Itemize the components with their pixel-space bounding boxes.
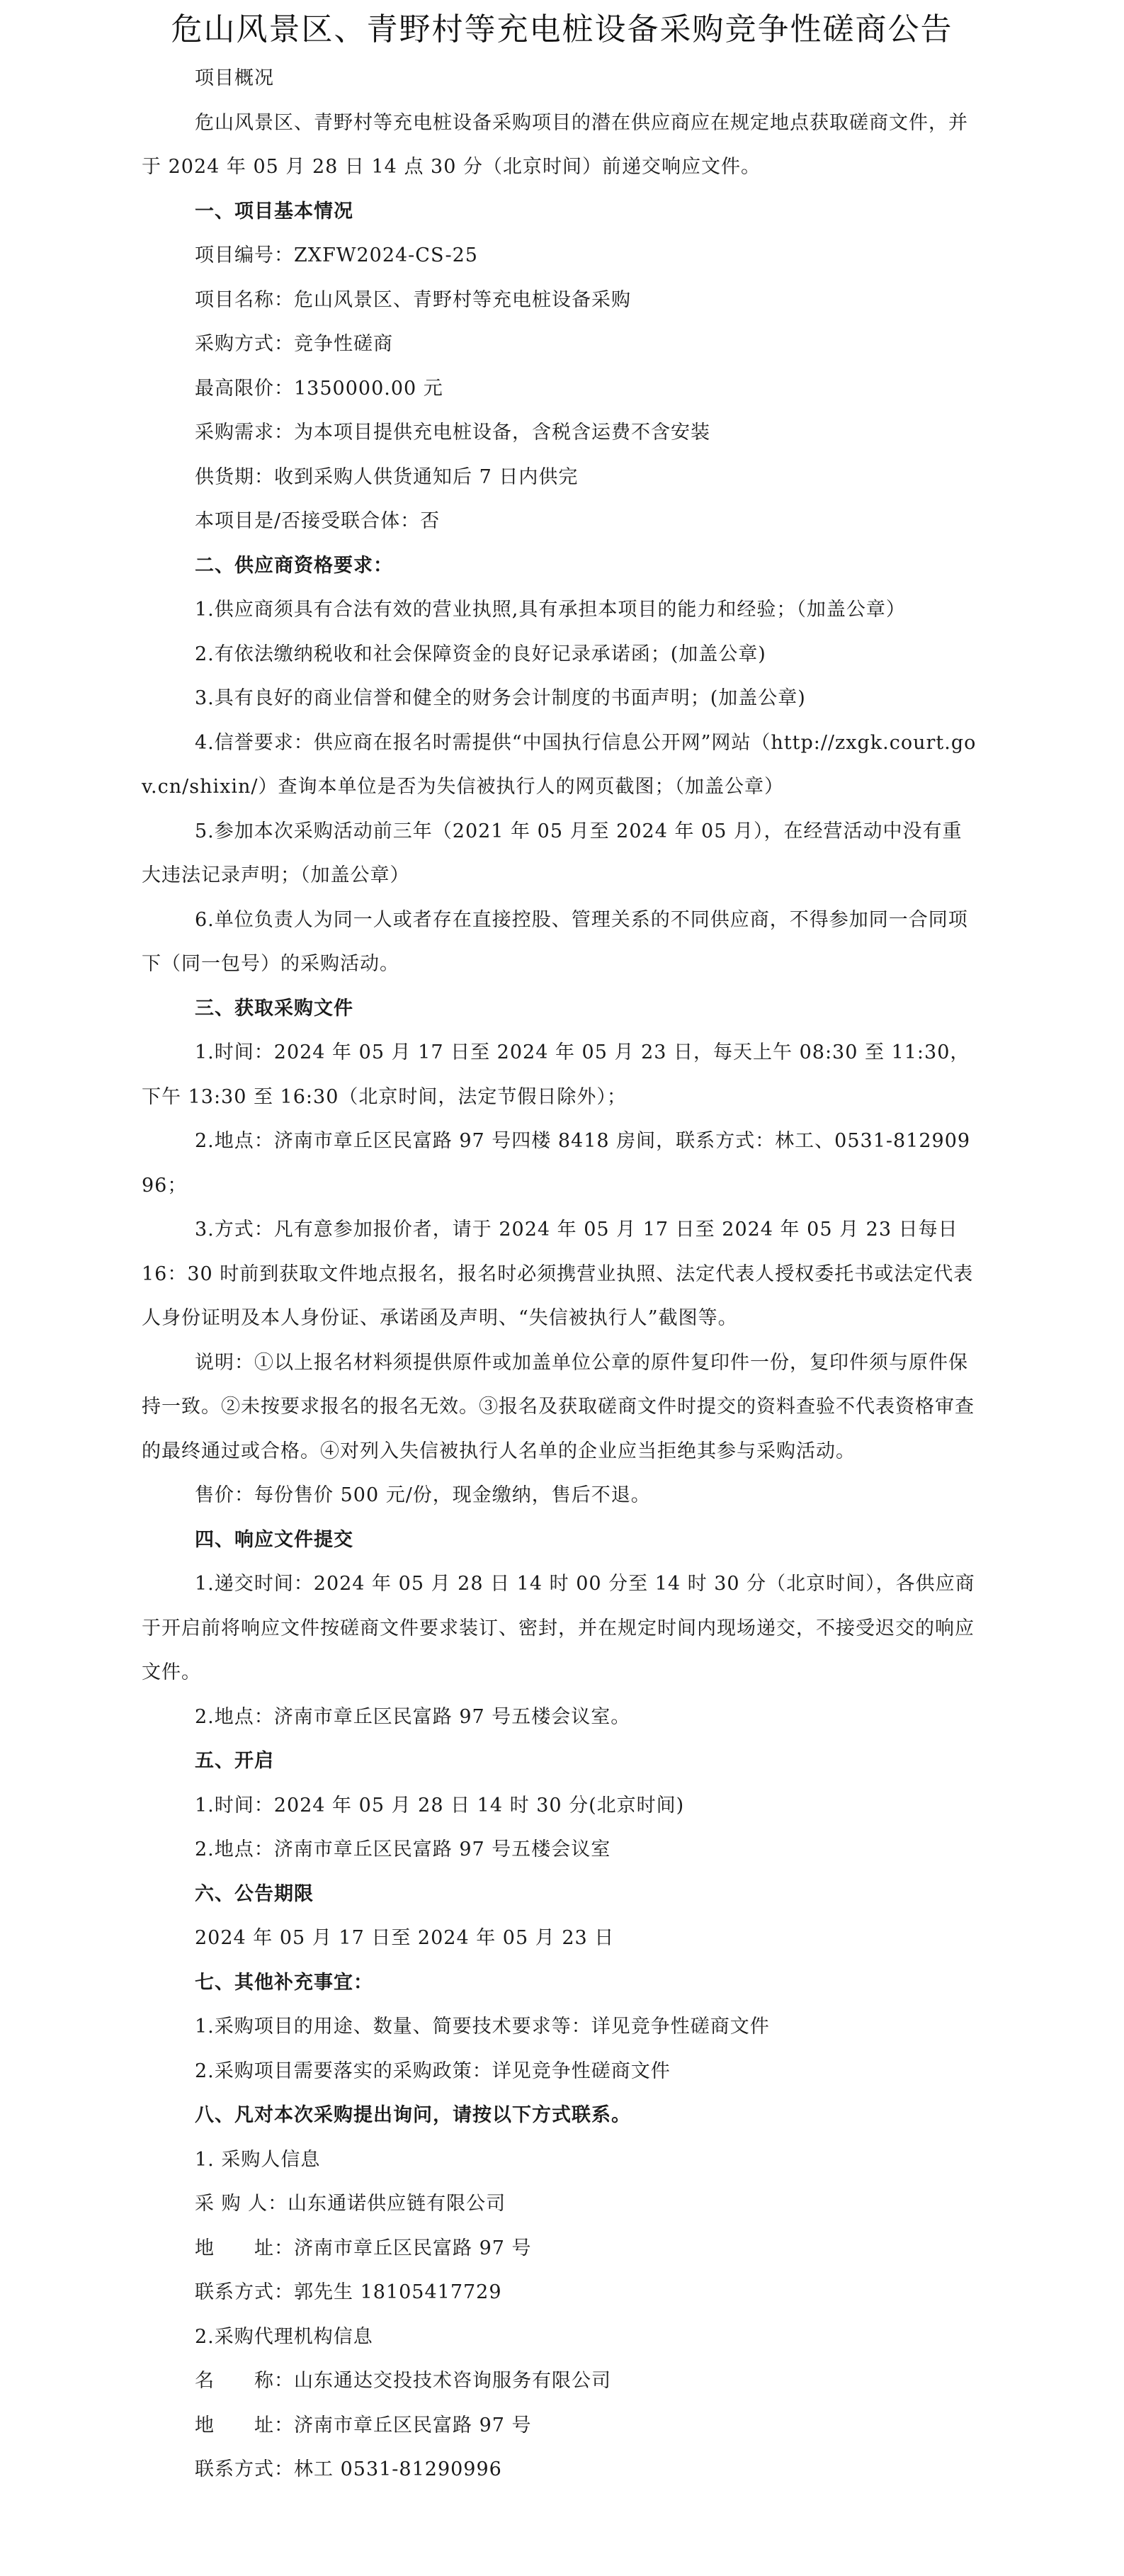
section-2-heading: 二、供应商资格要求： xyxy=(195,554,393,577)
consortium-acceptance: 本项目是/否接受联合体：否 xyxy=(195,510,441,532)
project-number: 项目编号：ZXFW2024-CS-25 xyxy=(195,244,478,266)
section-6-heading: 六、公告期限 xyxy=(195,1882,314,1905)
qualification-item: 1.供应商须具有合法有效的营业执照,具有承担本项目的能力和经验；（加盖公章） xyxy=(195,599,906,621)
obtain-location: 2.地点：济南市章丘区民富路 97 号四楼 8418 房间，联系方式：林工、0531-81290996； xyxy=(142,1130,971,1197)
obtain-time: 1.时间：2024 年 05 月 17 日至 2024 年 05 月 23 日，每天上午 08:30 至 11:30，下午 13:30 至 16:30（北京时间，法定节假日除外）； xyxy=(142,1041,970,1108)
agency-name: 名 称：山东通达交投技术咨询服务有限公司 xyxy=(195,2370,611,2392)
submission-time: 1.递交时间：2024 年 05 月 28 日 14 时 00 分至 14 时 30 分（北京时间），各供应商于开启前将响应文件按磋商文件要求装订、密封，并在规定时间内现场递交，不接受迟交的响应文件。 xyxy=(142,1573,975,1683)
purchaser-name: 采 购 人：山东通诺供应链有限公司 xyxy=(195,2193,506,2215)
announcement-body xyxy=(142,57,977,2492)
agency-contact: 联系方式：林工 0531-81290996 xyxy=(195,2458,502,2480)
purchaser-label: 1. 采购人信息 xyxy=(195,2148,321,2171)
supplement-item: 2.采购项目需要落实的采购政策：详见竞争性磋商文件 xyxy=(195,2060,671,2082)
overview-text: 危山风景区、青野村等充电桩设备采购项目的潜在供应商应在规定地点获取磋商文件，并于 2024 年 05 月 28 日 14 点 30 分（北京时间）前递交响应文件。 xyxy=(142,111,968,178)
agency-label: 2.采购代理机构信息 xyxy=(195,2325,373,2348)
purchaser-address: 地 址：济南市章丘区民富路 97 号 xyxy=(195,2237,532,2259)
procurement-requirement: 采购需求：为本项目提供充电桩设备，含税含运费不含安装 xyxy=(195,422,710,444)
supplement-item: 1.采购项目的用途、数量、简要技术要求等：详见竞争性磋商文件 xyxy=(195,2016,770,2038)
agency-address: 地 址：济南市章丘区民富路 97 号 xyxy=(195,2414,532,2436)
section-1-heading: 一、项目基本情况 xyxy=(195,200,353,222)
project-name: 项目名称：危山风景区、青野村等充电桩设备采购 xyxy=(195,288,631,311)
procurement-method: 采购方式：竞争性磋商 xyxy=(195,333,393,355)
qualification-item: 3.具有良好的商业信誉和健全的财务会计制度的书面声明；(加盖公章) xyxy=(195,687,806,709)
qualification-item: 6.单位负责人为同一人或者存在直接控股、管理关系的不同供应商，不得参加同一合同项下（同一包号）的采购活动。 xyxy=(142,908,968,975)
qualification-item: 4.信誉要求：供应商在报名时需提供“中国执行信息公开网”网站（http://zxgk.court.gov.cn/shixin/）查询本单位是否为失信被执行人的网页截图；（加盖公章） xyxy=(142,731,977,798)
page-title: 危山风景区、青野村等充电桩设备采购竞争性磋商公告 xyxy=(171,11,953,47)
section-5-heading: 五、开启 xyxy=(195,1750,274,1772)
section-3-heading: 三、获取采购文件 xyxy=(195,997,353,1019)
overview-label: 项目概况 xyxy=(195,67,274,89)
delivery-period: 供货期：收到采购人供货通知后 7 日内供完 xyxy=(195,465,579,488)
qualification-item: 2.有依法缴纳税收和社会保障资金的良好记录承诺函；(加盖公章) xyxy=(195,643,766,665)
qualification-item: 5.参加本次采购活动前三年（2021 年 05 月至 2024 年 05 月），在经营活动中没有重大违法记录声明；（加盖公章） xyxy=(142,820,963,886)
opening-time: 1.时间：2024 年 05 月 28 日 14 时 30 分(北京时间) xyxy=(195,1794,685,1817)
obtain-method: 3.方式：凡有意参加报价者，请于 2024 年 05 月 17 日至 2024 年 05 月 23 日每日 16：30 时前到获取文件地点报名，报名时必须携营业执照、法定代表人授权委托书或法定代表人身份证明及本人身份证、承诺函及声明、“失信被执行人”截图等。 xyxy=(142,1219,974,1329)
section-7-heading: 七、其他补充事宜： xyxy=(195,1971,373,1994)
opening-location: 2.地点：济南市章丘区民富路 97 号五楼会议室 xyxy=(195,1838,611,1860)
obtain-notes: 说明：①以上报名材料须提供原件或加盖单位公章的原件复印件一份，复印件须与原件保持一致。②未按要求报名的报名无效。③报名及获取磋商文件时提交的资料查验不代表资格审查的最终通过或合格。④对列入失信被执行人名单的企业应当拒绝其参与采购活动。 xyxy=(142,1351,975,1462)
purchaser-contact: 联系方式：郭先生 18105417729 xyxy=(195,2281,502,2303)
section-8-heading: 八、凡对本次采购提出询问，请按以下方式联系。 xyxy=(195,2104,631,2126)
submission-location: 2.地点：济南市章丘区民富路 97 号五楼会议室。 xyxy=(195,1705,631,1728)
max-price: 最高限价：1350000.00 元 xyxy=(195,377,443,400)
section-4-heading: 四、响应文件提交 xyxy=(195,1528,353,1551)
document-price: 售价：每份售价 500 元/份，现金缴纳，售后不退。 xyxy=(195,1484,651,1506)
announcement-period: 2024 年 05 月 17 日至 2024 年 05 月 23 日 xyxy=(195,1927,615,1949)
